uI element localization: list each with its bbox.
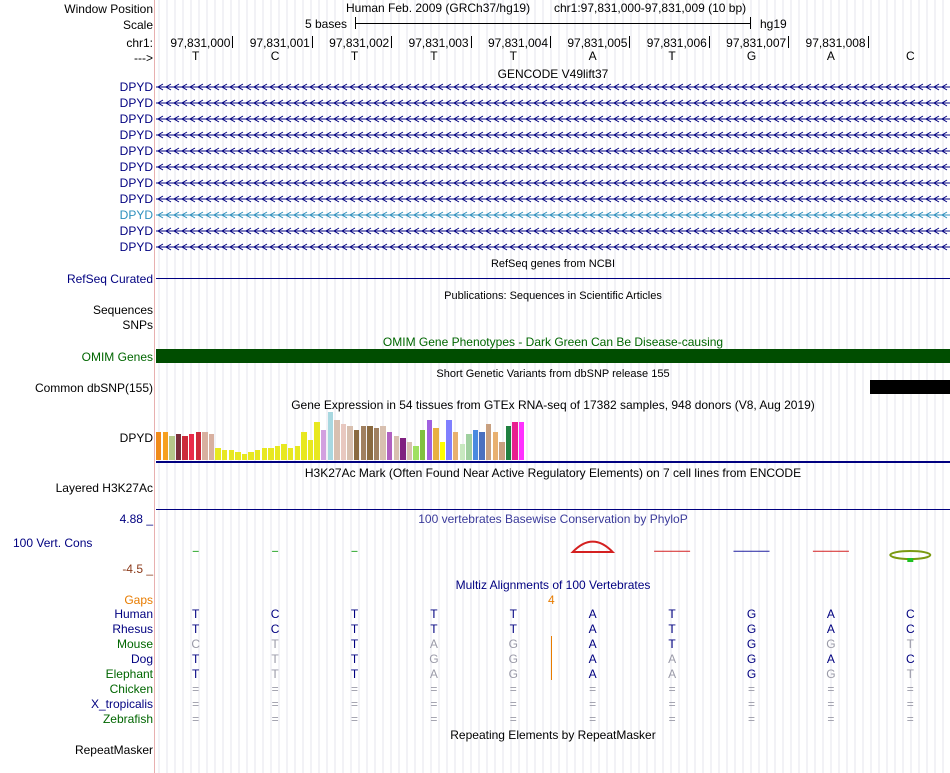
ruler-base[interactable]: A xyxy=(588,49,597,63)
gencode-transcript-line[interactable] xyxy=(156,130,950,140)
gtex-bar[interactable] xyxy=(466,434,471,460)
multiz-base[interactable]: A xyxy=(588,667,597,681)
ruler-position[interactable]: 97,831,004 xyxy=(487,36,548,50)
ruler-base[interactable]: T xyxy=(350,49,359,63)
omim-gene-bar[interactable] xyxy=(156,349,950,363)
multiz-base[interactable]: T xyxy=(906,667,914,681)
multiz-base[interactable]: T xyxy=(271,637,279,651)
gaps-label: Gaps xyxy=(124,593,153,607)
gencode-transcript-line[interactable] xyxy=(156,210,950,220)
ruler-position[interactable]: 97,831,002 xyxy=(329,36,390,50)
multiz-base[interactable]: G xyxy=(746,622,757,636)
gtex-bar[interactable] xyxy=(473,430,478,460)
position-text[interactable]: chr1:97,831,000-97,831,009 (10 bp) xyxy=(554,1,747,15)
multiz-base[interactable]: = xyxy=(509,697,517,711)
ruler-tick xyxy=(312,36,313,48)
gencode-transcript-label[interactable]: DPYD xyxy=(119,128,153,142)
gtex-bar[interactable] xyxy=(460,444,465,460)
gtex-bar[interactable] xyxy=(453,432,458,460)
multiz-base[interactable]: A xyxy=(429,667,438,681)
multiz-base[interactable]: = xyxy=(271,697,279,711)
gtex-bar[interactable] xyxy=(196,432,201,460)
multiz-base[interactable]: = xyxy=(192,712,200,726)
gencode-transcript-label[interactable]: DPYD xyxy=(119,240,153,254)
multiz-base[interactable]: T xyxy=(350,622,359,636)
gtex-bar[interactable] xyxy=(347,426,352,460)
multiz-base[interactable]: T xyxy=(430,622,438,636)
multiz-base[interactable]: C xyxy=(905,622,915,636)
multiz-base[interactable]: A xyxy=(668,652,677,666)
ruler-tick xyxy=(471,36,472,48)
gtex-bar[interactable] xyxy=(222,450,227,460)
repeatmasker-title[interactable]: Repeating Elements by RepeatMasker xyxy=(450,728,656,742)
multiz-base[interactable]: = xyxy=(906,682,914,696)
publications-sequences-label[interactable]: Sequences xyxy=(92,303,153,317)
ruler-base[interactable]: C xyxy=(905,49,915,63)
scale-assembly: hg19 xyxy=(760,17,787,31)
window-position-label: Window Position xyxy=(64,2,153,16)
gtex-bar[interactable] xyxy=(255,450,260,460)
multiz-base[interactable]: C xyxy=(270,607,280,621)
gtex-bar[interactable] xyxy=(176,434,181,460)
multiz-base[interactable]: G xyxy=(508,667,518,681)
strand-label: ---> xyxy=(134,51,153,65)
multiz-base[interactable]: = xyxy=(668,697,676,711)
multiz-base[interactable]: T xyxy=(192,667,200,681)
ruler-base[interactable]: T xyxy=(668,49,676,63)
gencode-transcript-label[interactable]: DPYD xyxy=(119,80,153,94)
ruler-tick xyxy=(868,36,869,48)
cons-score-mark[interactable] xyxy=(890,551,930,562)
gtex-bar[interactable] xyxy=(519,422,524,460)
publications-title[interactable]: Publications: Sequences in Scientific Articles xyxy=(444,290,662,302)
multiz-base[interactable]: = xyxy=(589,697,597,711)
gencode-transcript-label[interactable]: DPYD xyxy=(119,160,153,174)
multiz-base[interactable]: G xyxy=(508,652,518,666)
multiz-base[interactable]: = xyxy=(906,712,914,726)
ruler-base[interactable]: A xyxy=(826,49,835,63)
gtex-bar[interactable] xyxy=(163,432,168,460)
gencode-transcript-line[interactable] xyxy=(156,162,950,172)
ruler-base[interactable]: T xyxy=(192,49,200,63)
multiz-base[interactable]: T xyxy=(350,607,359,621)
gtex-bar[interactable] xyxy=(209,434,214,460)
gtex-bar[interactable] xyxy=(479,432,484,460)
gaps-value[interactable]: 4 xyxy=(548,593,555,607)
cons-max-value: 4.88 _ xyxy=(119,512,153,526)
gtex-bar[interactable] xyxy=(301,432,306,460)
multiz-base[interactable]: A xyxy=(429,637,438,651)
gtex-bar[interactable] xyxy=(446,420,451,460)
gtex-bar[interactable] xyxy=(275,446,280,460)
chrom-label: chr1: xyxy=(126,36,153,50)
gtex-bar[interactable] xyxy=(308,440,313,460)
dbsnp-variant[interactable] xyxy=(870,380,950,394)
multiz-base[interactable]: T xyxy=(430,607,438,621)
multiz-base[interactable]: G xyxy=(826,637,836,651)
ruler-position[interactable]: 97,831,000 xyxy=(170,36,231,50)
gencode-transcript-label[interactable]: DPYD xyxy=(119,192,153,206)
ruler-position[interactable]: 97,831,005 xyxy=(567,36,628,50)
multiz-base[interactable]: G xyxy=(746,637,757,651)
gtex-bar[interactable] xyxy=(380,426,385,460)
gtex-bar[interactable] xyxy=(321,430,326,460)
multiz-base[interactable]: A xyxy=(588,607,597,621)
h3k27ac-title[interactable]: H3K27Ac Mark (Often Found Near Active Regulatory Elements) on 7 cell lines from ENCODE xyxy=(304,466,802,480)
multiz-species-label[interactable]: Elephant xyxy=(105,667,153,681)
refseq-line[interactable] xyxy=(156,278,950,279)
gencode-transcript-label[interactable]: DPYD xyxy=(119,208,153,222)
ruler-position[interactable]: 97,831,006 xyxy=(646,36,707,50)
multiz-base[interactable]: C xyxy=(905,652,915,666)
dbsnp-label[interactable]: Common dbSNP(155) xyxy=(34,381,153,395)
multiz-base[interactable]: G xyxy=(746,652,757,666)
multiz-base[interactable]: T xyxy=(271,667,279,681)
multiz-base[interactable]: = xyxy=(589,682,597,696)
gtex-bar[interactable] xyxy=(229,450,234,460)
gtex-bar[interactable] xyxy=(248,452,253,460)
gtex-bar[interactable] xyxy=(182,436,187,460)
gtex-gene-line[interactable] xyxy=(156,461,950,463)
gtex-bar[interactable] xyxy=(387,432,392,460)
multiz-species-label[interactable]: Zebrafish xyxy=(102,712,153,726)
multiz-base[interactable]: = xyxy=(668,682,676,696)
gtex-bar[interactable] xyxy=(268,448,273,460)
gencode-transcript-label[interactable]: DPYD xyxy=(119,176,153,190)
multiz-base[interactable]: T xyxy=(192,622,200,636)
multiz-base[interactable]: = xyxy=(509,682,517,696)
multiz-base[interactable]: = xyxy=(350,697,358,711)
multiz-base[interactable]: G xyxy=(746,607,757,621)
multiz-species-label[interactable]: Chicken xyxy=(109,682,153,696)
multiz-base[interactable]: G xyxy=(826,667,836,681)
gencode-transcript-line[interactable] xyxy=(156,194,950,204)
multiz-base[interactable]: = xyxy=(430,682,438,696)
multiz-species-label[interactable]: Human xyxy=(114,607,153,621)
gtex-bar[interactable] xyxy=(242,454,247,460)
gtex-bar[interactable] xyxy=(334,420,339,460)
gtex-bar[interactable] xyxy=(156,432,161,460)
omim-title[interactable]: OMIM Gene Phenotypes - Dark Green Can Be Disease-causing xyxy=(382,335,724,349)
dbsnp-title[interactable]: Short Genetic Variants from dbSNP release 155 xyxy=(436,368,670,380)
gtex-bar[interactable] xyxy=(215,448,220,460)
multiz-base[interactable]: A xyxy=(668,667,677,681)
multiz-species-label[interactable]: Rhesus xyxy=(112,622,153,636)
multiz-base[interactable]: = xyxy=(747,697,755,711)
gtex-bar[interactable] xyxy=(499,442,504,460)
gtex-bar[interactable] xyxy=(202,432,207,460)
gencode-title[interactable]: GENCODE V49lift37 xyxy=(497,67,609,81)
multiz-base[interactable]: T xyxy=(271,652,279,666)
multiz-base[interactable]: T xyxy=(668,622,676,636)
multiz-base[interactable]: = xyxy=(827,682,835,696)
multiz-base[interactable]: = xyxy=(747,682,755,696)
multiz-base[interactable]: = xyxy=(192,697,200,711)
multiz-base[interactable]: T xyxy=(350,667,359,681)
ruler-position[interactable]: 97,831,007 xyxy=(726,36,787,50)
gencode-transcript-line[interactable] xyxy=(156,98,950,108)
gencode-transcript-label[interactable]: DPYD xyxy=(119,144,153,158)
omim-label[interactable]: OMIM Genes xyxy=(81,350,153,364)
scale-text: 5 bases xyxy=(305,17,348,31)
cons-title[interactable]: 100 vertebrates Basewise Conservation by PhyloP xyxy=(418,512,688,526)
multiz-base[interactable]: G xyxy=(429,652,439,666)
gtex-bar[interactable] xyxy=(433,428,438,460)
refseq-title[interactable]: RefSeq genes from NCBI xyxy=(490,258,616,270)
refseq-label[interactable]: RefSeq Curated xyxy=(66,272,153,286)
gtex-bar[interactable] xyxy=(506,426,511,460)
multiz-base[interactable]: = xyxy=(271,712,279,726)
multiz-base[interactable]: A xyxy=(826,622,835,636)
gtex-bar[interactable] xyxy=(189,434,194,460)
multiz-base[interactable]: C xyxy=(905,607,915,621)
multiz-base[interactable]: T xyxy=(668,637,676,651)
gencode-transcript-label[interactable]: DPYD xyxy=(119,96,153,110)
ruler-base[interactable]: T xyxy=(509,49,517,63)
multiz-base[interactable]: A xyxy=(826,607,835,621)
multiz-base[interactable]: T xyxy=(668,607,676,621)
ruler-position[interactable]: 97,831,008 xyxy=(805,36,866,50)
gtex-bar[interactable] xyxy=(341,424,346,460)
multiz-base[interactable]: C xyxy=(270,622,280,636)
gtex-bar[interactable] xyxy=(407,442,412,460)
multiz-base[interactable]: G xyxy=(508,637,518,651)
multiz-base[interactable]: T xyxy=(192,607,200,621)
gtex-bar[interactable] xyxy=(288,448,293,460)
multiz-species-label[interactable]: Dog xyxy=(130,652,153,666)
gtex-bar[interactable] xyxy=(295,446,300,460)
multiz-base[interactable]: = xyxy=(350,682,358,696)
cons-label[interactable]: 100 Vert. Cons xyxy=(13,536,93,550)
gtex-bar[interactable] xyxy=(512,422,517,460)
multiz-base[interactable]: = xyxy=(192,682,200,696)
gencode-transcript-line[interactable] xyxy=(156,114,950,124)
multiz-base[interactable]: A xyxy=(588,637,597,651)
gtex-bar[interactable] xyxy=(328,412,333,460)
scale-label: Scale xyxy=(122,18,153,32)
gtex-bar[interactable] xyxy=(394,436,399,460)
ruler-tick xyxy=(629,36,630,48)
multiz-base[interactable]: T xyxy=(509,607,517,621)
multiz-base[interactable]: T xyxy=(350,637,359,651)
multiz-base[interactable]: A xyxy=(826,652,835,666)
multiz-base[interactable]: = xyxy=(668,712,676,726)
gencode-transcript-line[interactable] xyxy=(156,146,950,156)
gtex-title[interactable]: Gene Expression in 54 tissues from GTEx RNA-seq of 17382 samples, 948 donors (V8, Aug 2019) xyxy=(291,398,815,412)
multiz-base[interactable]: T xyxy=(192,652,200,666)
ruler-tick xyxy=(232,36,233,48)
multiz-base[interactable]: T xyxy=(906,637,914,651)
gtex-bar[interactable] xyxy=(486,424,491,460)
gtex-bar[interactable] xyxy=(427,420,432,460)
gtex-bar[interactable] xyxy=(413,446,418,460)
multiz-base[interactable]: A xyxy=(588,652,597,666)
ruler-base[interactable]: G xyxy=(746,49,757,63)
gtex-bar[interactable] xyxy=(493,432,498,460)
multiz-base[interactable]: = xyxy=(271,682,279,696)
multiz-base[interactable]: A xyxy=(588,622,597,636)
multiz-base[interactable]: = xyxy=(827,712,835,726)
ruler-tick xyxy=(550,36,551,48)
gtex-bar[interactable] xyxy=(235,452,240,460)
multiz-base[interactable]: C xyxy=(191,637,201,651)
label-separator[interactable] xyxy=(154,0,155,773)
gtex-bar[interactable] xyxy=(262,448,267,460)
gencode-transcript-line[interactable] xyxy=(156,82,950,92)
gencode-transcript-line[interactable] xyxy=(156,242,950,252)
ruler-base[interactable]: T xyxy=(430,49,438,63)
gtex-bar[interactable] xyxy=(361,426,366,460)
gtex-bar[interactable] xyxy=(169,436,174,460)
multiz-species-label[interactable]: Mouse xyxy=(116,637,153,651)
gencode-transcript-line[interactable] xyxy=(156,226,950,236)
gtex-bar[interactable] xyxy=(314,422,319,460)
scale-bar xyxy=(355,17,751,30)
ruler-base[interactable]: C xyxy=(270,49,280,63)
cons-track[interactable] xyxy=(156,526,950,576)
gtex-bar[interactable] xyxy=(420,430,425,460)
gencode-transcript-label[interactable]: DPYD xyxy=(119,112,153,126)
assembly-text[interactable]: Human Feb. 2009 (GRCh37/hg19) xyxy=(346,1,531,15)
multiz-base[interactable]: = xyxy=(827,697,835,711)
multiz-base[interactable]: G xyxy=(746,667,757,681)
multiz-base[interactable]: T xyxy=(350,652,359,666)
h3k27ac-label[interactable]: Layered H3K27Ac xyxy=(55,481,153,495)
h3k27ac-baseline xyxy=(156,509,950,510)
gtex-bar[interactable] xyxy=(367,426,372,460)
gencode-transcript-line[interactable] xyxy=(156,178,950,188)
gtex-bar[interactable] xyxy=(354,430,359,460)
gtex-bar[interactable] xyxy=(374,428,379,460)
gencode-transcript-label[interactable]: DPYD xyxy=(119,224,153,238)
multiz-title[interactable]: Multiz Alignments of 100 Vertebrates xyxy=(455,578,651,592)
multiz-base[interactable]: = xyxy=(906,697,914,711)
multiz-base[interactable]: = xyxy=(350,712,358,726)
cons-min-value: -4.5 _ xyxy=(122,562,153,576)
publications-snps-label[interactable]: SNPs xyxy=(122,318,153,332)
multiz-base[interactable]: T xyxy=(509,622,517,636)
ruler-position[interactable]: 97,831,001 xyxy=(249,36,310,50)
multiz-base[interactable]: = xyxy=(589,712,597,726)
gtex-bar[interactable] xyxy=(400,438,405,460)
multiz-species-label[interactable]: X_tropicalis xyxy=(90,697,153,711)
ruler-tick xyxy=(788,36,789,48)
gap-marker[interactable] xyxy=(551,636,552,680)
multiz-base[interactable]: = xyxy=(430,697,438,711)
gtex-bar[interactable] xyxy=(281,444,286,460)
multiz-base[interactable]: = xyxy=(747,712,755,726)
multiz-base[interactable]: = xyxy=(430,712,438,726)
gtex-bar[interactable] xyxy=(440,442,445,460)
ruler-tick xyxy=(391,36,392,48)
cons-score-mark[interactable] xyxy=(573,542,613,552)
multiz-base[interactable]: = xyxy=(509,712,517,726)
gtex-label[interactable]: DPYD xyxy=(119,431,153,445)
repeatmasker-label[interactable]: RepeatMasker xyxy=(74,743,153,757)
ruler-tick xyxy=(709,36,710,48)
gtex-bar-chart[interactable] xyxy=(156,412,950,460)
ruler-position[interactable]: 97,831,003 xyxy=(408,36,469,50)
